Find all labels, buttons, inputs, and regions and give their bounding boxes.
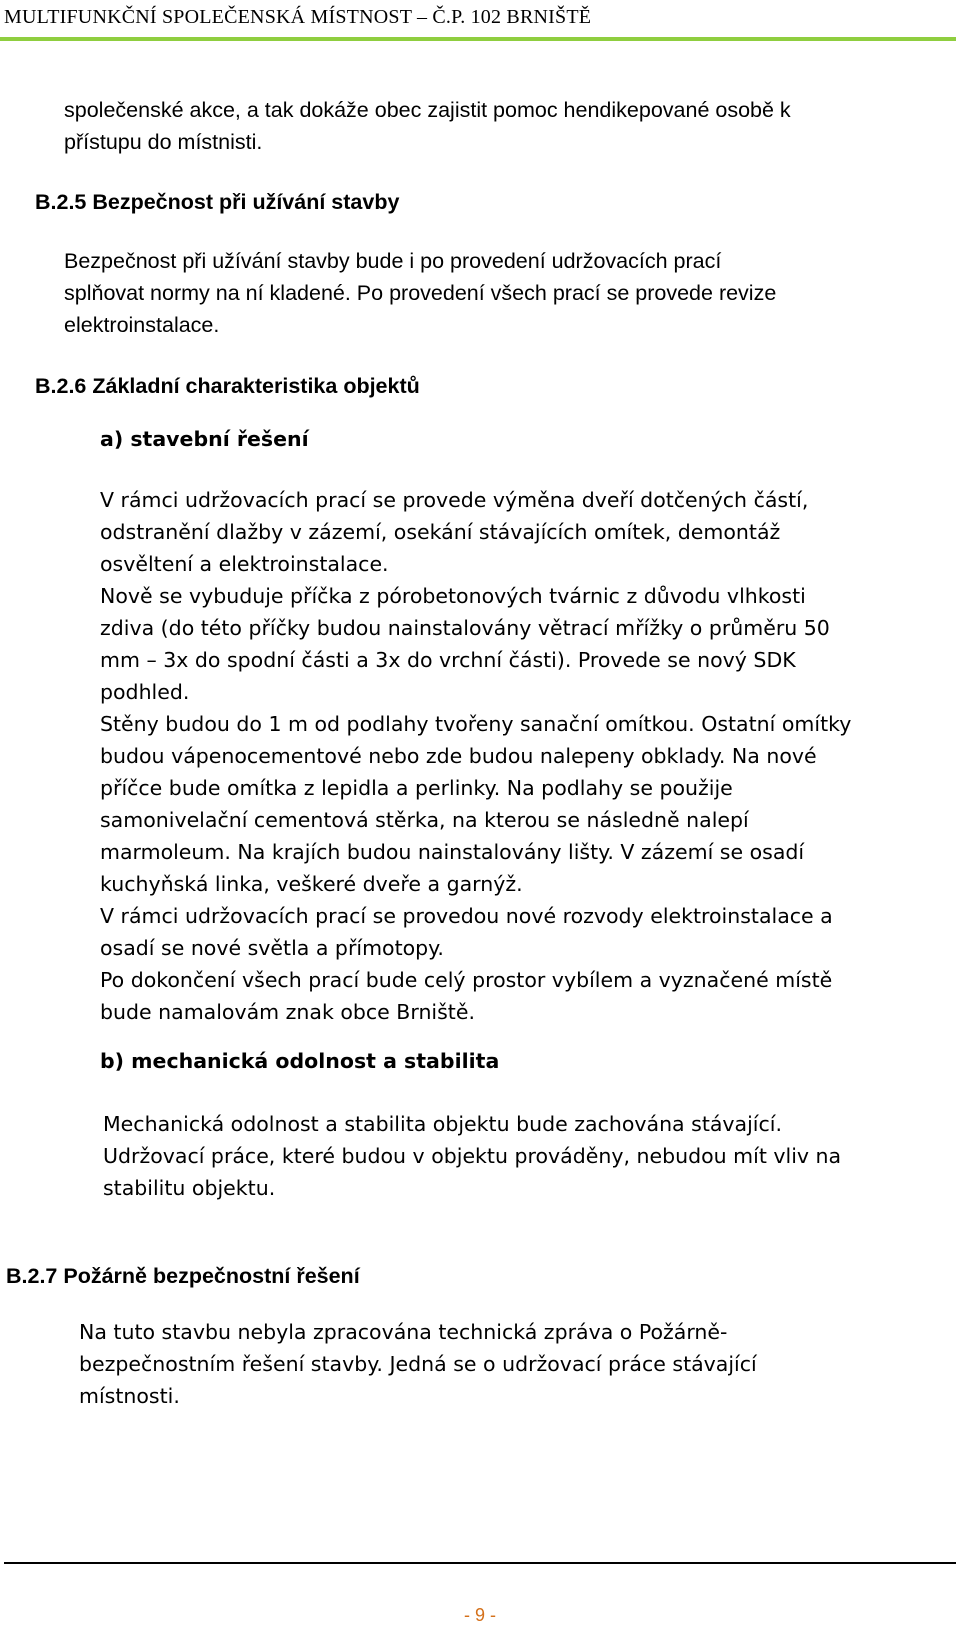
section-heading-b27: B.2.7 Požárně bezpečnostní řešení — [6, 1264, 360, 1288]
paragraph-line: V rámci udržovacích prací se provedou nové rozvody elektroinstalace a — [100, 904, 833, 928]
page-header — [0, 4, 960, 42]
paragraph-line: Bezpečnost při užívání stavby bude i po provedení udržovacích prací — [64, 249, 722, 273]
paragraph-line: mm – 3x do spodní části a 3x do vrchní části). Provede se nový SDK — [100, 648, 796, 672]
paragraph-line: podhled. — [100, 680, 190, 704]
paragraph-line: Po dokončení všech prací bude celý prostor vybílem a vyznačené místě — [100, 968, 833, 992]
paragraph-line: Udržovací práce, které budou v objektu prováděny, nebudou mít vliv na — [103, 1144, 842, 1168]
paragraph-line: elektroinstalace. — [64, 313, 220, 337]
paragraph-line: přístupu do místnisti. — [64, 130, 263, 154]
intro-paragraph — [64, 94, 791, 158]
header-title: MULTIFUNKČNÍ SPOLEČENSKÁ MÍSTNOST – Č.P. 102 BRNIŠTĚ — [4, 6, 592, 28]
paragraph-line: odstranění dlažby v zázemí, osekání stávajících omítek, demontáž — [100, 520, 781, 544]
paragraph-line: osadí se nové světla a přímotopy. — [100, 936, 444, 960]
subsection-heading-a: a) stavební řešení — [100, 427, 309, 451]
paragraph-line: kuchyňská linka, veškeré dveře a garnýž. — [100, 872, 523, 896]
paragraph-line: V rámci udržovacích prací se provede výměna dveří dotčených částí, — [100, 488, 809, 512]
paragraph-line: samonivelační cementová stěrka, na kterou se následně nalepí — [100, 808, 749, 832]
section-b27-paragraph — [79, 1316, 757, 1412]
paragraph-line: splňovat normy na ní kladené. Po provedení všech prací se provede revize — [64, 281, 777, 305]
footer-rule — [4, 1562, 956, 1564]
paragraph-line: místnosti. — [79, 1384, 180, 1408]
subsection-a-paragraph — [100, 484, 851, 1028]
header-rule — [0, 37, 956, 41]
paragraph-line: Mechanická odolnost a stabilita objektu bude zachována stávající. — [103, 1112, 782, 1136]
paragraph-line: marmoleum. Na krajích budou nainstalovány lišty. V zázemí se osadí — [100, 840, 805, 864]
section-heading-b26: B.2.6 Základní charakteristika objektů — [35, 374, 420, 398]
paragraph-line: bude namalovám znak obce Brniště. — [100, 1000, 475, 1024]
section-b25-paragraph — [64, 245, 776, 341]
paragraph-line: stabilitu objektu. — [103, 1176, 276, 1200]
subsection-b-paragraph — [103, 1108, 841, 1204]
paragraph-line: zdiva (do této příčky budou nainstalovány větrací mřížky o průměru 50 — [100, 616, 830, 640]
paragraph-line: osvěltení a elektroinstalace. — [100, 552, 389, 576]
paragraph-line: Nově se vybuduje příčka z pórobetonových tvárnic z důvodu vlhkosti — [100, 584, 806, 608]
section-heading-b25: B.2.5 Bezpečnost při užívání stavby — [35, 190, 400, 214]
paragraph-line: příčce bude omítka z lepidla a perlinky. Na podlahy se použije — [100, 776, 733, 800]
paragraph-line: Stěny budou do 1 m od podlahy tvořeny sanační omítkou. Ostatní omítky — [100, 712, 852, 736]
paragraph-line: budou vápenocementové nebo zde budou nalepeny obklady. Na nové — [100, 744, 817, 768]
subsection-heading-b: b) mechanická odolnost a stabilita — [100, 1049, 500, 1073]
paragraph-line: společenské akce, a tak dokáže obec zajistit pomoc hendikepované osobě k — [64, 98, 791, 122]
page-number: - 9 - — [463, 1605, 496, 1625]
paragraph-line: bezpečnostním řešení stavby. Jedná se o udržovací práce stávající — [79, 1352, 757, 1376]
paragraph-line: Na tuto stavbu nebyla zpracována technická zpráva o Požárně- — [79, 1320, 728, 1344]
